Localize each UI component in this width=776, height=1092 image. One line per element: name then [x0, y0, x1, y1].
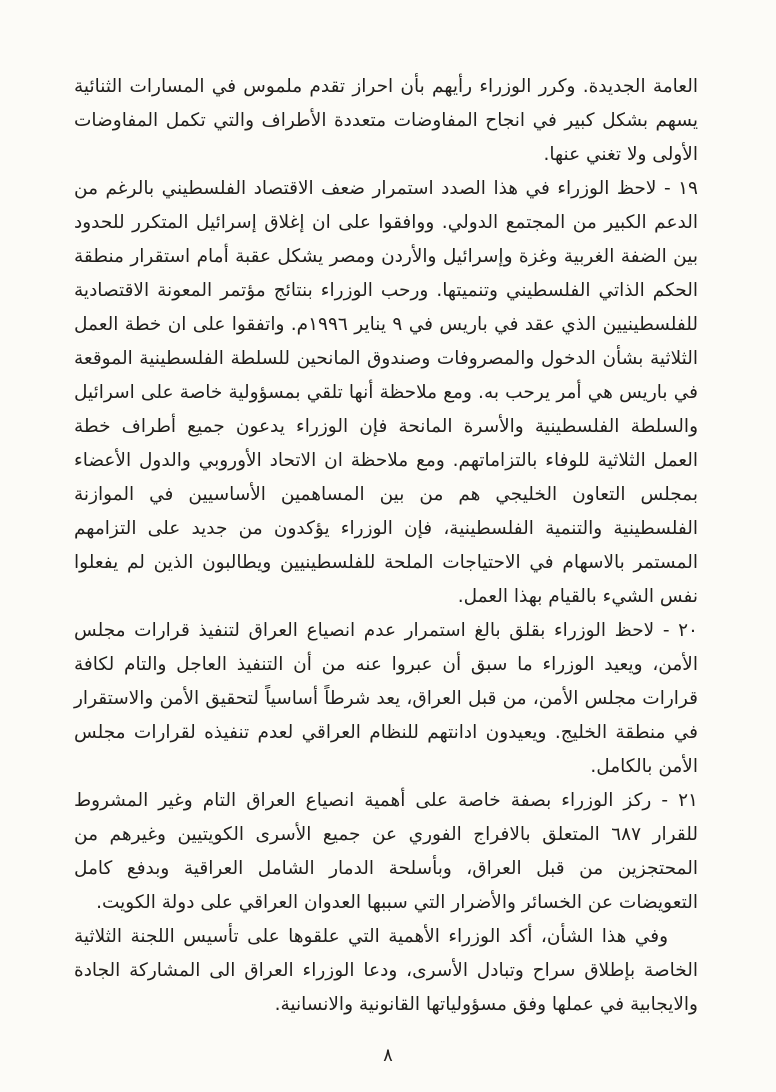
- paragraph-number: ٢١ -: [661, 790, 698, 811]
- paragraph: [74, 920, 698, 1022]
- paragraph-text: لاحظ الوزراء بقلق بالغ استمرار عدم انصياع العراق لتنفيذ قرارات مجلس الأمن، ويعيد الوزراء ما سبق أن عبروا عنه من أن التنفيذ العاجل والتام لكافة قرارات مجلس الأمن، من قبل العراق، يعد شرطاً أساسياً لتحقيق الأمن والاستقرار في منطقة الخليج. ويعيدون ادانتهم للنظام العراقي لعدم تنفيذه لقرارات مجلس الأمن بالكامل.: [74, 620, 698, 777]
- document-body: [74, 70, 698, 1022]
- paragraph: [74, 70, 698, 172]
- page-number: ٨: [383, 1045, 393, 1066]
- paragraph-text: وفي هذا الشأن، أكد الوزراء الأهمية التي علقوها على تأسيس اللجنة الثلاثية الخاصة بإطلاق سراح وتبادل الأسرى، ودعا الوزراء العراق الى المشاركة الجادة والايجابية في عملها وفق مسؤولياتها القانونية والانسانية.: [74, 926, 698, 1015]
- paragraph-text: العامة الجديدة. وكرر الوزراء رأيهم بأن احراز تقدم ملموس في المسارات الثنائية يسهم بشكل كبير في انجاح المفاوضات متعددة الأطراف والتي تكمل المفاوضات الأولى ولا تغني عنها.: [74, 76, 698, 165]
- paragraph-number: ١٩ -: [663, 178, 698, 199]
- paragraph: [74, 784, 698, 920]
- paragraph: [74, 172, 698, 614]
- paragraph-number: ٢٠ -: [662, 620, 698, 641]
- paragraph: [74, 614, 698, 784]
- paragraph-text: ركز الوزراء بصفة خاصة على أهمية انصياع العراق التام وغير المشروط للقرار ٦٨٧ المتعلق بالافراج الفوري عن جميع الأسرى الكويتيين وغيرهم من المحتجزين من قبل العراق، وبأسلحة الدمار الشامل العراقية وبدفع كامل التعويضات عن الخسائر والأضرار التي سببها العدوان العراقي على دولة الكويت.: [74, 790, 698, 913]
- paragraph-text: لاحظ الوزراء في هذا الصدد استمرار ضعف الاقتصاد الفلسطيني بالرغم من الدعم الكبير من المجتمع الدولي. ووافقوا على ان إغلاق إسرائيل المتكرر للحدود بين الضفة الغربية وغزة وإسرائيل والأردن ومصر يشكل عقبة أمام استقرار منطقة الحكم الذاتي الفلسطيني وتنميتها. ورحب الوزراء بنتائج مؤتمر المعونة الاقتصادية للفلسطينيين الذي عقد في باريس في ٩ يناير ١٩٩٦م. واتفقوا على ان خطة العمل الثلاثية بشأن الدخول والمصروفات وصندوق المانحين للسلطة الفلسطينية الموقعة في باريس هي أمر يرحب به. ومع ملاحظة أنها تلقي بمسؤولية خاصة على اسرائيل والسلطة الفلسطينية والأسرة المانحة فإن الوزراء يدعون جميع أطراف خطة العمل الثلاثية للوفاء بالتزاماتهم. ومع ملاحظة ان الاتحاد الأوروبي والدول الأعضاء بمجلس التعاون الخليجي هم من بين المساهمين الأساسيين في الموازنة الفلسطينية والتنمية الفلسطينية، فإن الوزراء يؤكدون من جديد على التزامهم المستمر بالاسهام في الاحتياجات الملحة للفلسطينيين ويطالبون الذين لم يفعلوا نفس الشيء بالقيام بهذا العمل.: [74, 178, 698, 607]
